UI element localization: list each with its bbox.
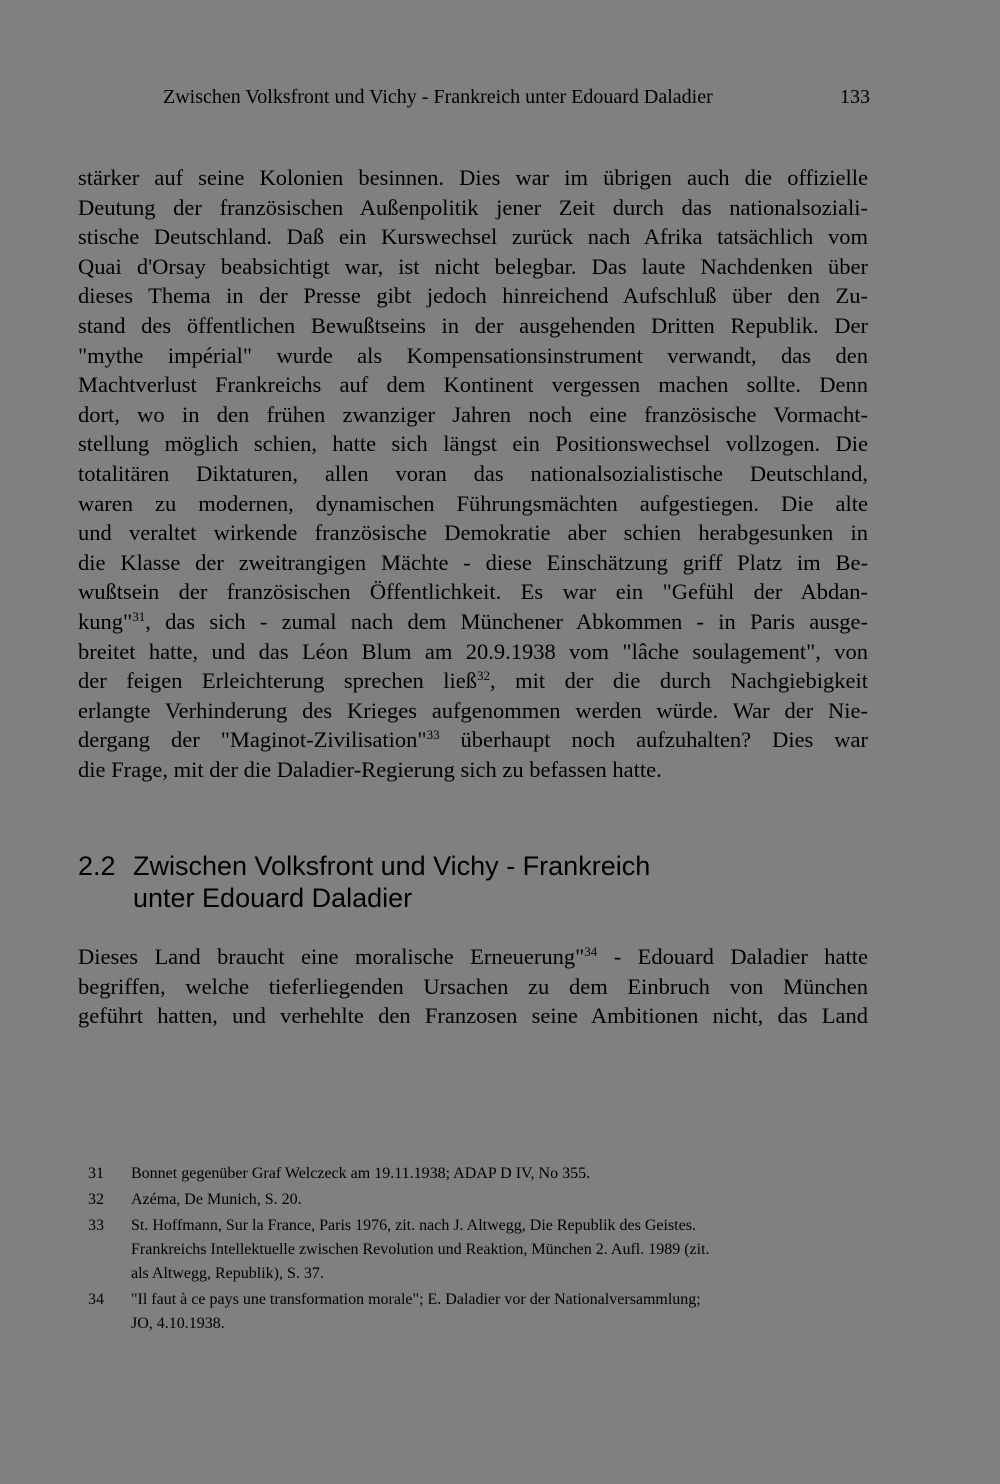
text-run: dergang der "Maginot-Zivilisation" xyxy=(78,727,427,753)
footnote-text: als Altwegg, Republik), S. 37. xyxy=(131,1265,324,1282)
text-run: überhaupt noch aufzuhalten? Dies war xyxy=(439,727,869,753)
footnote-ref-34[interactable]: 34 xyxy=(584,944,598,959)
text-run: Dieses Land braucht eine moralische Erneuerung" xyxy=(78,944,585,969)
footnote-text: St. Hoffmann, Sur la France, Paris 1976, zit. nach J. Altwegg, Die Republik des Geistes. xyxy=(131,1217,696,1234)
text-line xyxy=(78,607,868,637)
text-line: die Klasse der zweitrangigen Mächte - diese Einschätzung griff Platz im Be- xyxy=(78,549,868,575)
footnote-34 xyxy=(88,1288,878,1336)
running-title: Zwischen Volksfront und Vichy - Frankreich unter Edouard Daladier xyxy=(163,86,713,108)
text-run: kung" xyxy=(78,608,133,634)
text-run: der feigen Erleichterung sprechen ließ xyxy=(78,668,478,694)
page-number: 133 xyxy=(840,86,870,108)
text-line xyxy=(78,942,868,972)
footnote-number: 33 xyxy=(88,1217,104,1234)
footnote-number: 31 xyxy=(88,1165,104,1182)
footnote-text: Azéma, De Munich, S. 20. xyxy=(131,1191,302,1208)
text-line: Machtverlust Frankreichs auf dem Kontinent vergessen machen sollte. Denn xyxy=(78,372,868,398)
text-line: stische Deutschland. Daß ein Kurswechsel zurück nach Afrika tatsächlich vom xyxy=(78,224,868,250)
text-line: erlangte Verhinderung des Krieges aufgenommen werden würde. War der Nie- xyxy=(78,697,868,723)
footnote-ref-31[interactable]: 31 xyxy=(132,608,146,624)
footnote-text: "Il faut à ce pays une transformation morale"; E. Daladier vor der Nationalversammlung; xyxy=(131,1291,701,1308)
text-line: wußtsein der französischen Öffentlichkeit. Es war ein "Gefühl der Abdan- xyxy=(78,579,868,605)
footnote-ref-33[interactable]: 33 xyxy=(426,727,440,743)
footnote-number: 34 xyxy=(88,1291,104,1308)
footnotes xyxy=(88,1162,878,1338)
text-line xyxy=(78,666,868,696)
section-title xyxy=(133,850,833,914)
running-head xyxy=(163,82,870,112)
text-line: geführt hatten, und verhehlte den Franzosen seine Ambitionen nicht, das Land xyxy=(78,1003,868,1029)
text-line: Quai d'Orsay beabsichtigt war, ist nicht belegbar. Das laute Nachdenken über xyxy=(78,253,868,279)
footnote-32 xyxy=(88,1188,878,1212)
text-line: waren zu modernen, dynamischen Führungsmächten aufgestiegen. Die alte xyxy=(78,490,868,516)
body-paragraph-2 xyxy=(78,942,868,1031)
text-line: dieses Thema in der Presse gibt jedoch hinreichend Aufschluß über den Zu- xyxy=(78,283,868,309)
text-line xyxy=(78,725,868,755)
text-line: "mythe impérial" wurde als Kompensationsinstrument verwandt, das den xyxy=(78,342,868,368)
footnote-text: JO, 4.10.1938. xyxy=(131,1315,225,1332)
section-title-line: Zwischen Volksfront und Vichy - Frankreich xyxy=(133,851,651,881)
footnote-33 xyxy=(88,1214,878,1286)
text-run: , das sich - zumal nach dem Münchener Abkommen - in Paris ausge- xyxy=(145,608,868,634)
footnote-ref-32[interactable]: 32 xyxy=(477,668,491,684)
text-line: stärker auf seine Kolonien besinnen. Dies war im übrigen auch die offizielle xyxy=(78,165,868,190)
footnote-31 xyxy=(88,1162,878,1186)
section-title-line: unter Edouard Daladier xyxy=(133,883,413,913)
text-line: stellung möglich schien, hatte sich längst ein Positionswechsel vollzogen. Die xyxy=(78,431,868,457)
footnote-number: 32 xyxy=(88,1191,104,1208)
section-number: 2.2 xyxy=(78,851,116,881)
text-run: - Edouard Daladier hatte xyxy=(597,944,868,969)
footnote-text: Frankreichs Intellektuelle zwischen Revolution und Reaktion, München 2. Aufl. 1989 (zit. xyxy=(131,1241,710,1258)
text-run: , mit der die durch Nachgiebigkeit xyxy=(490,668,868,694)
text-line: die Frage, mit der die Daladier-Regierung sich zu befassen hatte. xyxy=(78,756,662,782)
text-line: Deutung der französischen Außenpolitik jener Zeit durch das nationalsoziali- xyxy=(78,194,868,220)
text-line: stand des öffentlichen Bewußtseins in der ausgehenden Dritten Republik. Der xyxy=(78,312,868,338)
footnote-text: Bonnet gegenüber Graf Welczeck am 19.11.1938; ADAP D IV, No 355. xyxy=(131,1165,591,1182)
text-line: dort, wo in den frühen zwanziger Jahren noch eine französische Vormacht- xyxy=(78,401,868,427)
text-line: begriffen, welche tieferliegenden Ursachen zu dem Einbruch von München xyxy=(78,973,868,999)
text-line: totalitären Diktaturen, allen voran das nationalsozialistische Deutschland, xyxy=(78,460,868,486)
text-line: und veraltet wirkende französische Demokratie aber schien herabgesunken in xyxy=(78,520,868,546)
text-line: breitet hatte, und das Léon Blum am 20.9.1938 vom "lâche soulagement", von xyxy=(78,638,868,664)
body-paragraph-1 xyxy=(78,163,868,784)
